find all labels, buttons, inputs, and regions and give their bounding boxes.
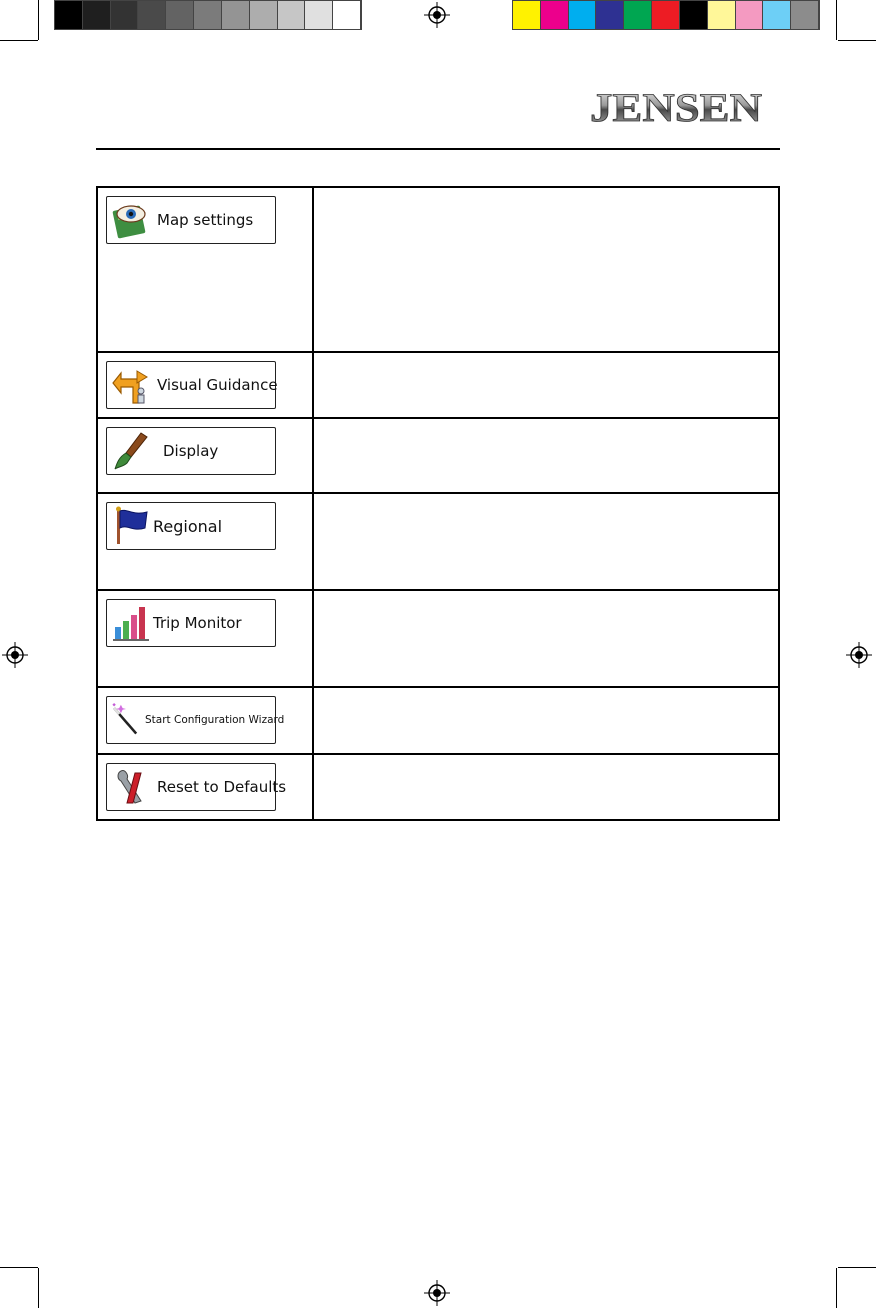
color-swatch (708, 1, 736, 29)
button-label: Reset to Defaults (157, 778, 287, 796)
crop-mark (836, 0, 837, 40)
display-button[interactable] (106, 427, 276, 475)
button-label: Trip Monitor (153, 614, 242, 632)
gray-swatch (166, 1, 194, 29)
table-row (97, 687, 779, 754)
color-swatch (763, 1, 791, 29)
table-row (97, 418, 779, 493)
magic-wand-icon (109, 700, 143, 740)
color-swatch (596, 1, 624, 29)
gray-swatch (250, 1, 278, 29)
setting-description (313, 418, 779, 493)
header-rule (96, 148, 780, 150)
eye-map-icon (111, 200, 151, 240)
setting-description (313, 493, 779, 590)
color-swatch (680, 1, 708, 29)
gray-swatch (138, 1, 166, 29)
jensen-logo (590, 84, 770, 128)
color-swatch (541, 1, 569, 29)
paintbrush-icon (111, 431, 151, 471)
table-row (97, 493, 779, 590)
button-label: Regional (153, 516, 223, 536)
crop-mark (0, 1267, 38, 1268)
crop-mark (838, 40, 876, 41)
crop-mark (0, 40, 38, 41)
trip-monitor-button[interactable] (106, 599, 276, 647)
gray-swatch (278, 1, 306, 29)
registration-mark-icon (2, 642, 28, 668)
setting-description (313, 590, 779, 687)
turn-arrow-icon (111, 365, 151, 405)
registration-mark-icon (424, 2, 450, 28)
bar-chart-icon (111, 603, 151, 643)
setting-description (313, 687, 779, 754)
gray-swatch (194, 1, 222, 29)
color-swatch (513, 1, 541, 29)
gray-swatch (55, 1, 83, 29)
visual-guidance-button[interactable] (106, 361, 276, 409)
settings-table (96, 186, 780, 821)
start-configuration-wizard-button[interactable] (106, 696, 285, 744)
map-settings-button[interactable] (106, 196, 276, 244)
table-row (97, 590, 779, 687)
gray-swatch (333, 1, 361, 29)
gray-swatch (83, 1, 111, 29)
gray-swatch (222, 1, 250, 29)
table-row (97, 187, 779, 352)
crop-mark (836, 1268, 837, 1308)
grayscale-color-bar (54, 0, 362, 30)
registration-mark-icon (846, 642, 872, 668)
setting-description (313, 187, 779, 352)
color-swatch (652, 1, 680, 29)
setting-description (313, 754, 779, 820)
color-swatch (736, 1, 764, 29)
table-row (97, 352, 779, 418)
regional-button[interactable] (106, 502, 276, 550)
crop-mark (38, 1268, 39, 1308)
table-row (97, 754, 779, 820)
setting-description (313, 352, 779, 418)
color-swatch (624, 1, 652, 29)
gray-swatch (305, 1, 333, 29)
button-label: Display (163, 442, 219, 460)
registration-mark-icon (424, 1280, 450, 1306)
process-color-bar (512, 0, 820, 30)
svg-text:JENSEN: JENSEN (590, 85, 763, 128)
crop-mark (838, 1267, 876, 1268)
reset-to-defaults-button[interactable] (106, 763, 287, 811)
button-label: Visual Guidance (157, 376, 278, 394)
gray-swatch (111, 1, 139, 29)
button-label: Map settings (157, 211, 254, 229)
button-label: Start Configuration Wizard (145, 714, 285, 726)
crop-mark (38, 0, 39, 40)
flag-icon (111, 506, 151, 546)
color-swatch (569, 1, 597, 29)
wrench-icon (111, 767, 151, 807)
color-swatch (791, 1, 819, 29)
